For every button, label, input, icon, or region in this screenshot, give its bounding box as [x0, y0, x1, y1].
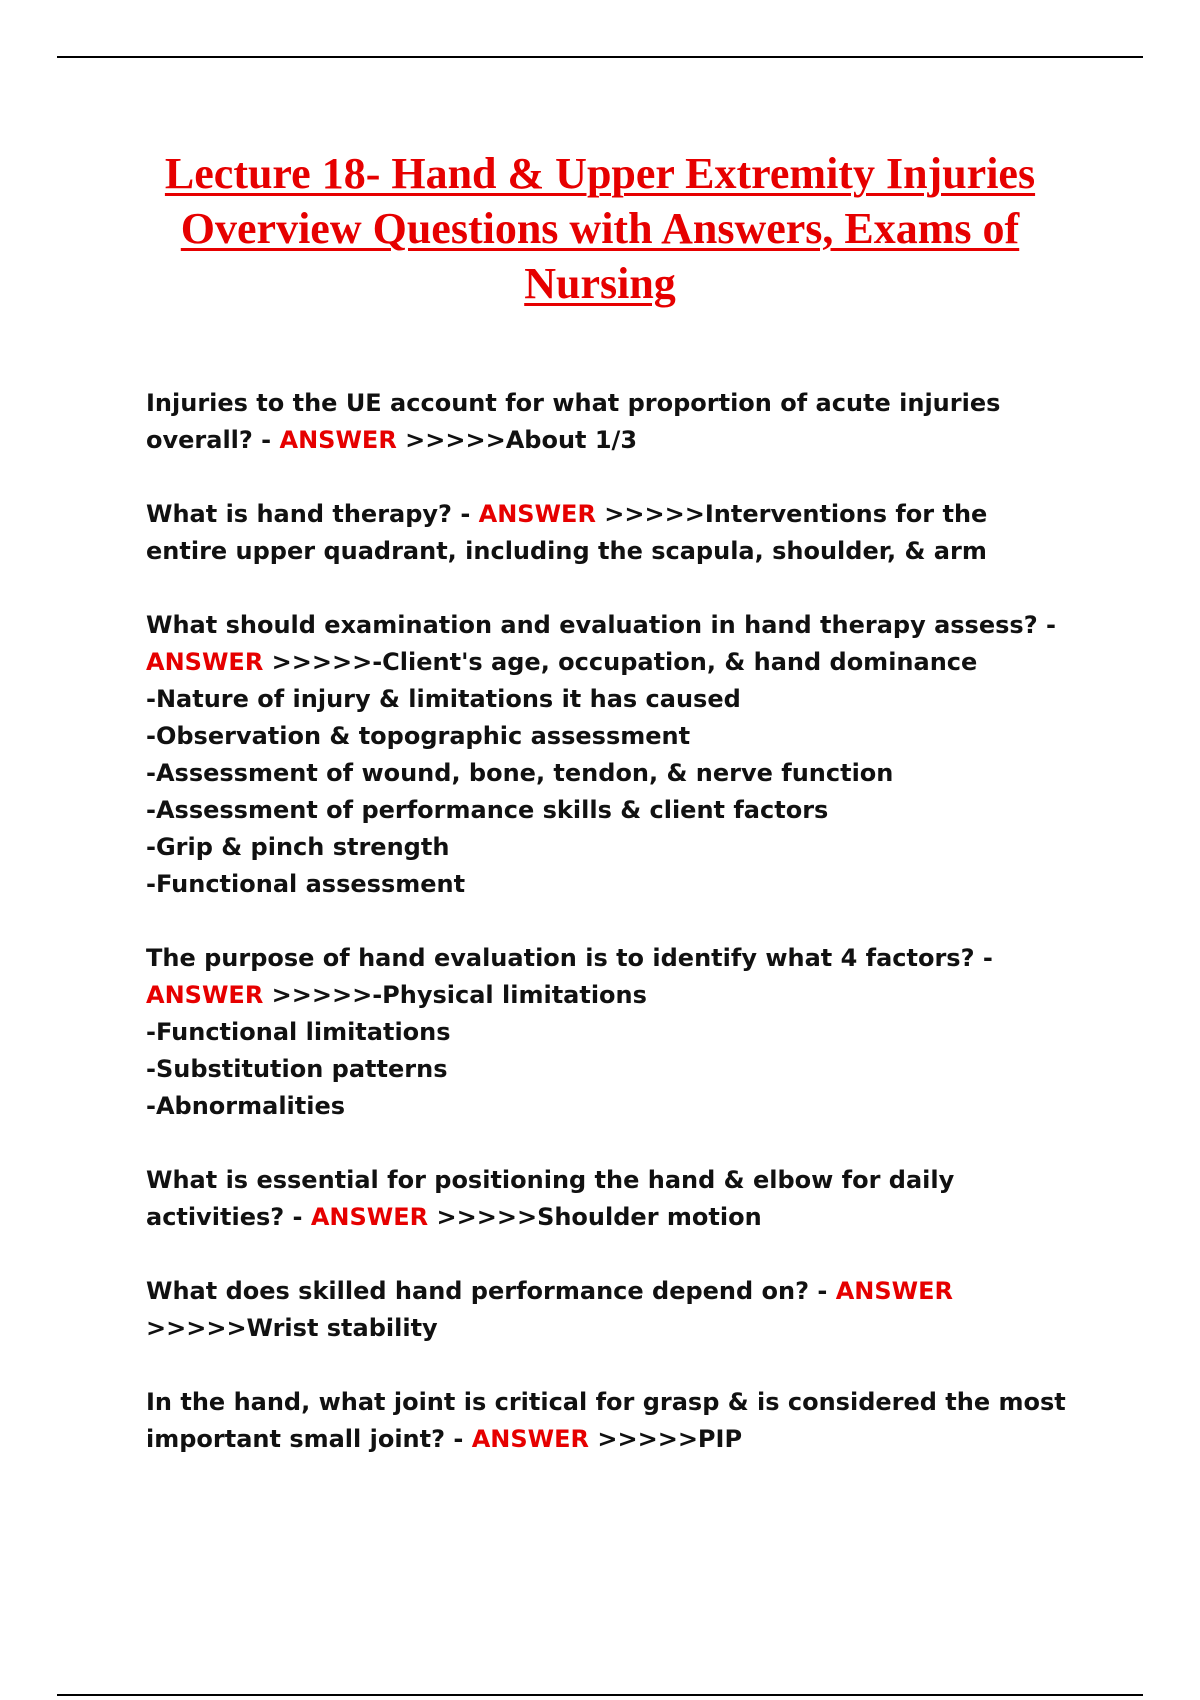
- answer-line: -Functional assessment: [146, 870, 466, 898]
- answer-text: >>>>>Shoulder motion: [436, 1203, 762, 1231]
- qa-item-7: [146, 1384, 1076, 1458]
- answer-line: -Nature of injury & limitations it has caused: [146, 685, 741, 713]
- page-title: Lecture 18- Hand & Upper Extremity Injuries Overview Questions with Answers, Exams of Nursing: [164, 149, 1036, 308]
- answer-label: ANSWER: [310, 1203, 429, 1231]
- answer-line: -Abnormalities: [146, 1092, 346, 1120]
- bottom-rule: [57, 1694, 1143, 1696]
- answer-text: >>>>>PIP: [597, 1425, 743, 1453]
- answer-label: ANSWER: [835, 1277, 954, 1305]
- qa-item-3: [146, 607, 1076, 903]
- qa-item-4: [146, 940, 1076, 1125]
- answer-line: -Substitution patterns: [146, 1055, 448, 1083]
- question-text: What should examination and evaluation in hand therapy assess? -: [146, 611, 1056, 639]
- answer-label: ANSWER: [146, 648, 264, 676]
- answer-line: -Functional limitations: [146, 1018, 451, 1046]
- answer-text: >>>>>Interventions for the entire upper quadrant, including the scapula, shoulder, & arm: [146, 500, 988, 565]
- top-rule: [57, 56, 1143, 58]
- qa-item-1: [146, 385, 1076, 459]
- answer-label: ANSWER: [478, 500, 596, 528]
- question-text: What is hand therapy? -: [146, 500, 479, 528]
- question-text: What does skilled hand performance depend on? -: [146, 1277, 836, 1305]
- answer-text: >>>>>-Client's age, occupation, & hand dominance: [271, 648, 978, 676]
- qa-list: [146, 385, 1076, 1495]
- answer-label: ANSWER: [471, 1425, 590, 1453]
- answer-text: >>>>>-Physical limitations: [271, 981, 647, 1009]
- qa-item-5: [146, 1162, 1076, 1236]
- answer-line: -Assessment of performance skills & client factors: [146, 796, 829, 824]
- answer-label: ANSWER: [279, 426, 397, 454]
- answer-text: >>>>>About 1/3: [405, 426, 638, 454]
- answer-line: -Assessment of wound, bone, tendon, & nerve function: [146, 759, 894, 787]
- question-text: Injuries to the UE account for what proportion of acute injuries overall? -: [146, 389, 1001, 454]
- question-text: In the hand, what joint is critical for grasp & is considered the most important small joint? -: [146, 1388, 1066, 1453]
- answer-line: -Grip & pinch strength: [146, 833, 450, 861]
- answer-line: -Observation & topographic assessment: [146, 722, 691, 750]
- question-text: The purpose of hand evaluation is to identify what 4 factors? -: [146, 944, 993, 972]
- answer-text: >>>>>Wrist stability: [146, 1314, 438, 1342]
- qa-item-6: [146, 1273, 1076, 1347]
- question-text: What is essential for positioning the hand & elbow for daily activities? -: [146, 1166, 955, 1231]
- qa-item-2: [146, 496, 1076, 570]
- answer-label: ANSWER: [146, 981, 264, 1009]
